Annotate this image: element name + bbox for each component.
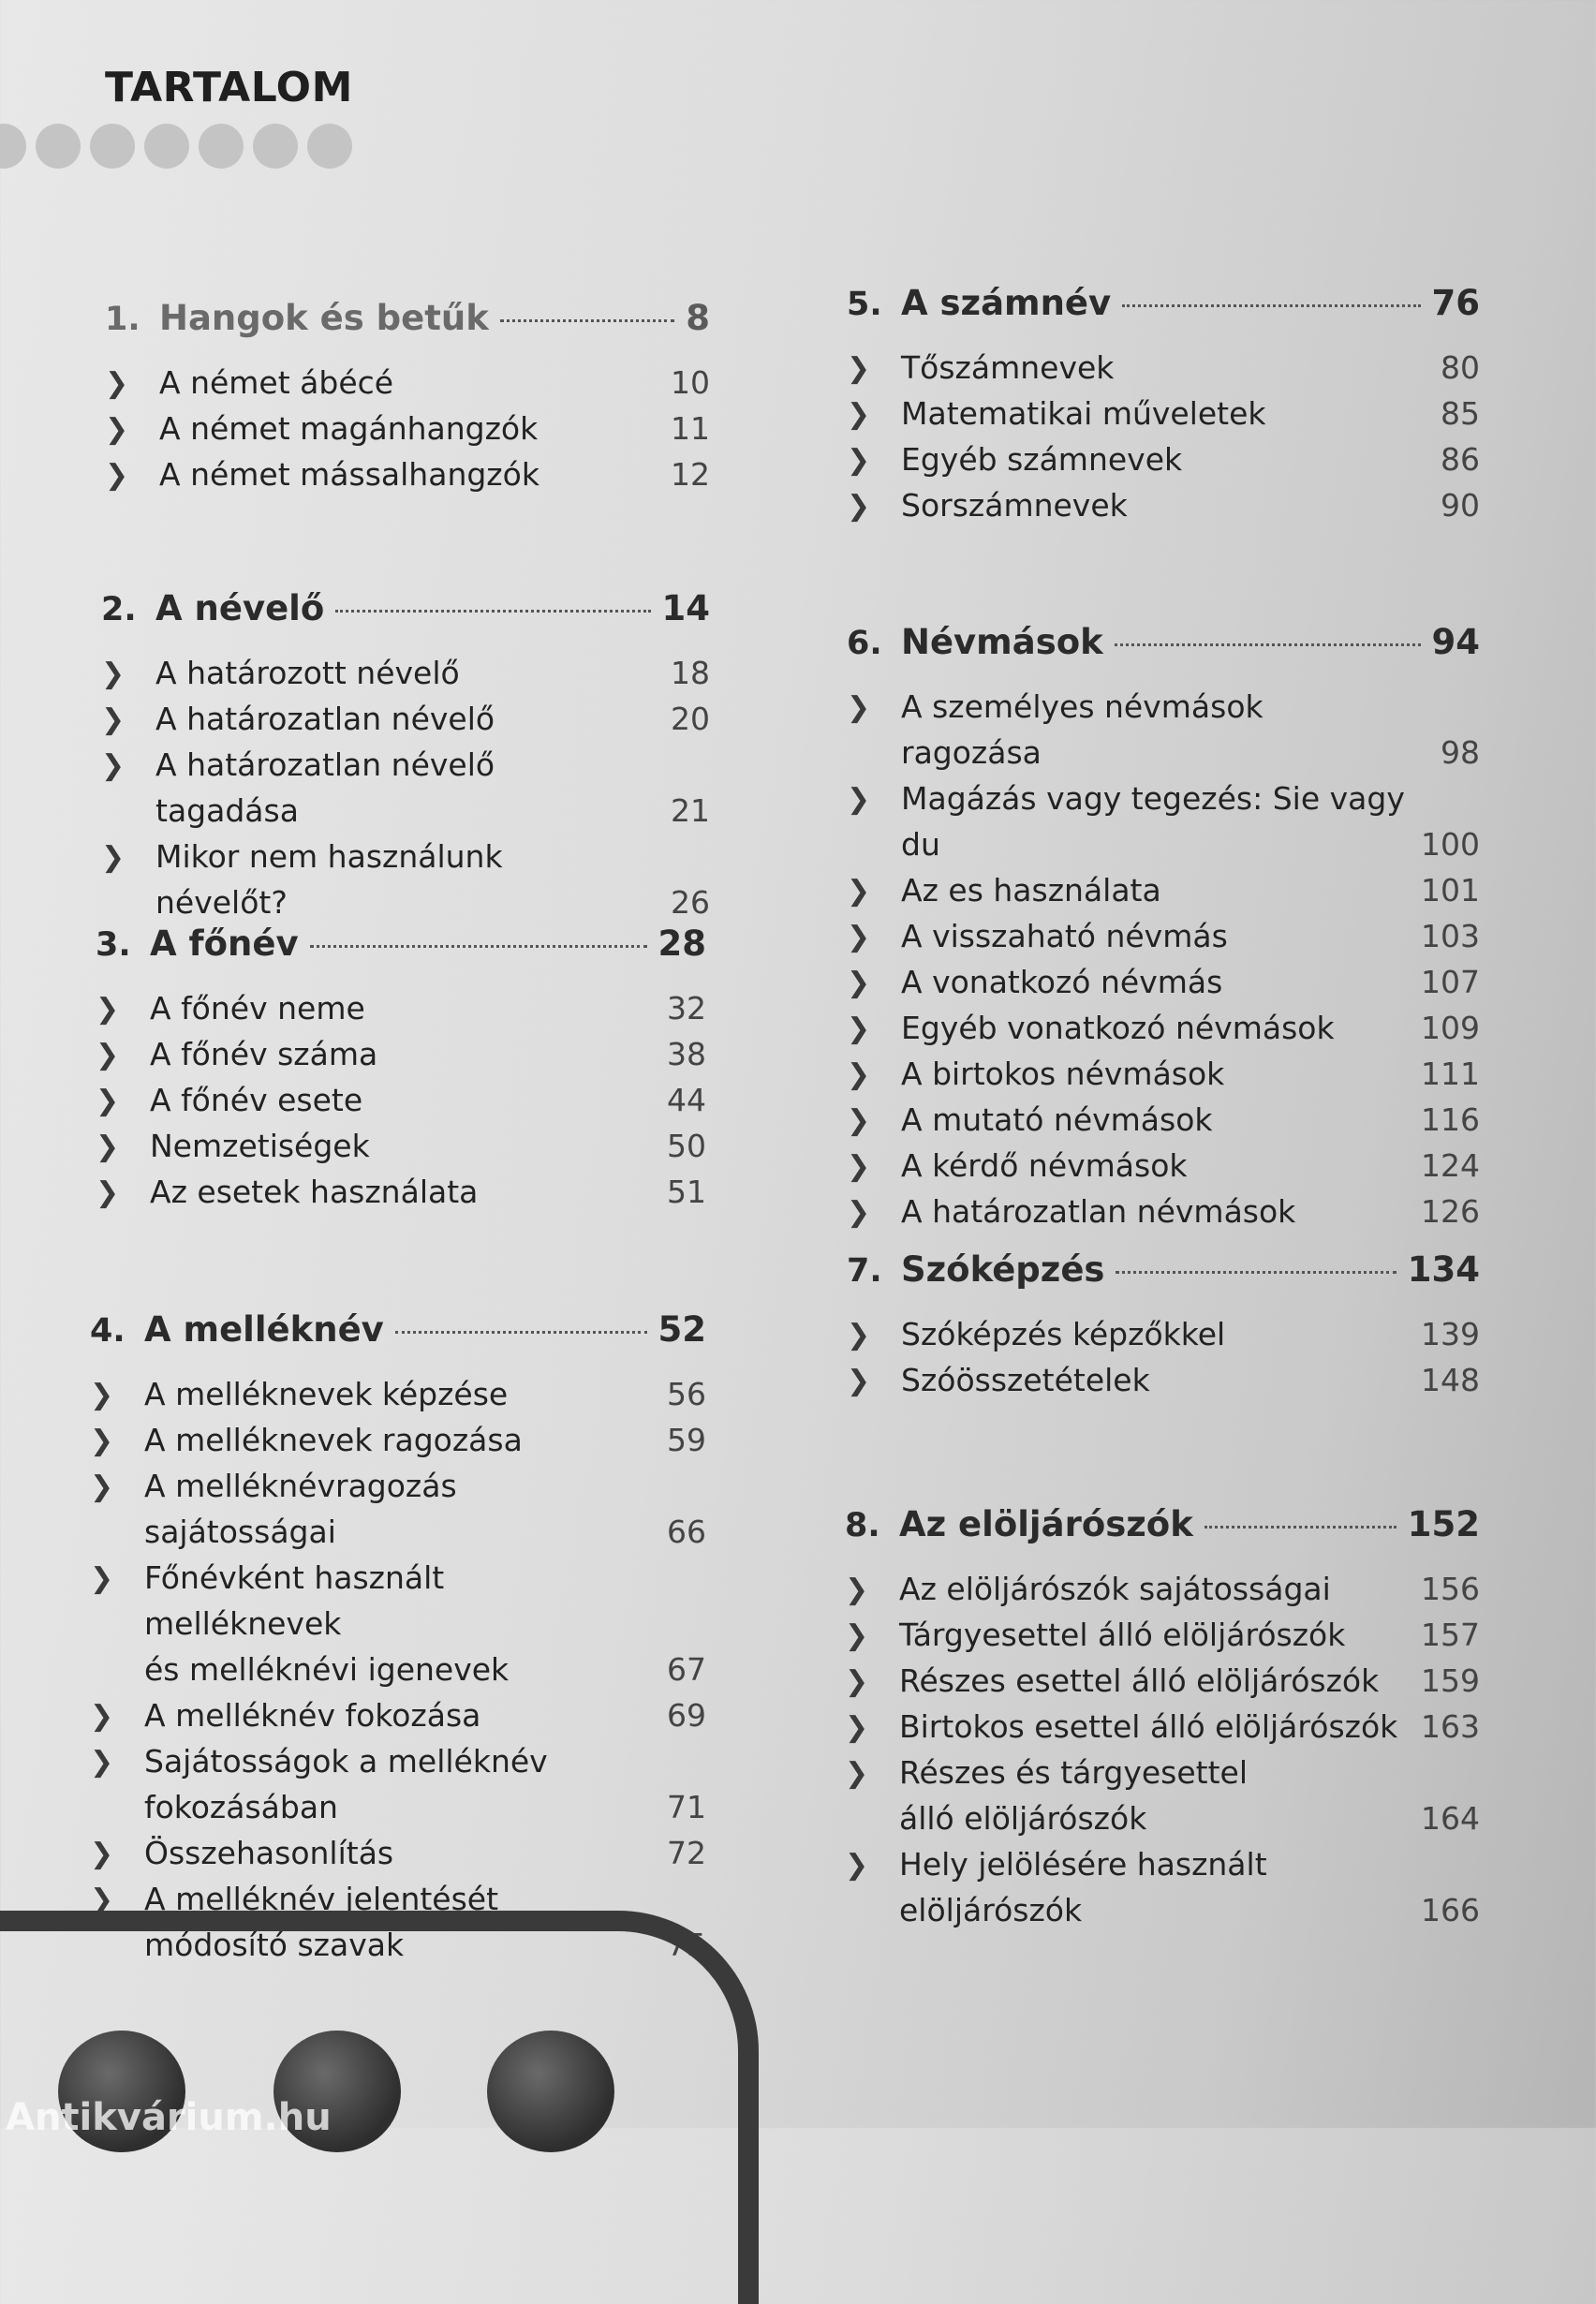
entry-page: 86	[1441, 441, 1480, 478]
toc-entry[interactable]	[845, 1612, 1480, 1658]
entry-label: Tőszámnevek	[901, 349, 1115, 386]
section-number: 3.	[96, 926, 131, 964]
entry-text	[155, 834, 635, 925]
toc-entry[interactable]	[845, 1841, 1480, 1933]
chevron-right-icon: ❯	[847, 1196, 871, 1229]
chevron-right-icon: ❯	[847, 352, 871, 385]
entry-label: Matematikai műveletek	[901, 395, 1266, 432]
entry-page: 166	[1421, 1892, 1480, 1928]
toc-entry[interactable]	[90, 1830, 706, 1876]
chevron-right-icon: ❯	[90, 1700, 114, 1733]
chevron-right-icon: ❯	[845, 1665, 869, 1698]
section-page: 52	[658, 1309, 706, 1350]
dot-leader	[500, 319, 674, 322]
entry-text	[901, 345, 1405, 391]
entry-text	[899, 1658, 1405, 1704]
toc-section	[845, 1504, 1480, 1933]
toc-entry[interactable]	[845, 1566, 1480, 1612]
section-page: 152	[1407, 1504, 1480, 1544]
entry-label: Részes és tárgyesettel	[899, 1754, 1249, 1791]
section-number: 5.	[847, 286, 882, 323]
section-title: Névmások	[901, 622, 1103, 662]
entry-page: 38	[667, 1036, 706, 1072]
entry-label: Az esetek használata	[150, 1174, 479, 1210]
entry-label: A visszaható névmás	[901, 918, 1228, 954]
entry-label: Magázás vagy tegezés: Sie vagy du	[901, 780, 1405, 863]
entry-label: A határozatlan névelő tagadása	[155, 746, 495, 829]
entry-text	[150, 1123, 631, 1169]
entry-page: 21	[671, 792, 710, 829]
entry-text	[159, 451, 635, 497]
entry-page: 157	[1421, 1617, 1480, 1653]
toc-entry[interactable]	[96, 1031, 706, 1077]
dot-decoration	[90, 124, 135, 169]
chevron-right-icon: ❯	[845, 1849, 869, 1882]
entry-page: 164	[1421, 1800, 1480, 1837]
entry-page: 71	[667, 1789, 706, 1825]
entry-page: 67	[667, 1651, 706, 1688]
entry-label: A főnév esete	[150, 1082, 363, 1118]
entry-label: Sorszámnevek	[901, 487, 1128, 524]
toc-entry[interactable]	[90, 1371, 706, 1417]
entry-page: 18	[671, 655, 710, 691]
entry-page: 159	[1421, 1662, 1480, 1699]
entry-label: A főnév neme	[150, 990, 365, 1026]
toc-entry[interactable]	[845, 1704, 1480, 1750]
section-page: 94	[1431, 622, 1480, 662]
section-number: 8.	[845, 1507, 880, 1544]
chevron-right-icon: ❯	[847, 921, 871, 953]
entry-text	[901, 1189, 1405, 1234]
entry-page: 109	[1421, 1010, 1480, 1046]
chevron-right-icon: ❯	[101, 703, 126, 736]
chevron-right-icon: ❯	[101, 657, 126, 690]
entry-text	[901, 1005, 1405, 1051]
section-page: 134	[1407, 1249, 1480, 1290]
entry-text	[901, 867, 1405, 913]
chevron-right-icon: ❯	[847, 1150, 871, 1183]
entry-page: 156	[1421, 1571, 1480, 1607]
section-items	[847, 345, 1480, 528]
entry-text	[901, 1097, 1405, 1143]
toc-entry[interactable]	[847, 867, 1480, 913]
ball-image	[487, 2031, 614, 2152]
dot-decoration	[36, 124, 81, 169]
entry-text	[159, 406, 635, 451]
toc-entry[interactable]	[90, 1555, 706, 1692]
section-page: 8	[686, 298, 710, 338]
chevron-right-icon: ❯	[90, 1379, 114, 1411]
toc-entry[interactable]	[847, 1311, 1480, 1357]
toc-entry[interactable]	[96, 1123, 706, 1169]
section-items	[847, 684, 1480, 1234]
dot-leader	[1204, 1526, 1396, 1529]
entry-text	[144, 1692, 631, 1738]
entry-page: 100	[1421, 826, 1480, 863]
section-title: A melléknév	[144, 1309, 384, 1350]
entry-label: A vonatkozó névmás	[901, 964, 1223, 1000]
entry-label-continued: álló elöljárószók	[899, 1800, 1147, 1837]
chevron-right-icon: ❯	[101, 841, 126, 874]
entry-page: 85	[1441, 395, 1480, 432]
dot-decoration	[199, 124, 244, 169]
dot-leader	[395, 1331, 647, 1334]
section-heading[interactable]	[105, 298, 710, 358]
entry-page: 103	[1421, 918, 1480, 954]
chevron-right-icon: ❯	[847, 783, 871, 816]
chevron-right-icon: ❯	[847, 490, 871, 523]
entry-label: A személyes névmások ragozása	[901, 688, 1264, 771]
chevron-right-icon: ❯	[845, 1573, 869, 1606]
chevron-right-icon: ❯	[847, 967, 871, 999]
entry-label-continued: elöljárószók	[899, 1892, 1083, 1928]
entry-page: 148	[1421, 1362, 1480, 1398]
section-heading[interactable]	[90, 1309, 706, 1369]
chevron-right-icon: ❯	[847, 875, 871, 908]
chevron-right-icon: ❯	[105, 459, 129, 492]
entry-page: 66	[667, 1514, 706, 1550]
entry-text	[899, 1704, 1405, 1750]
toc-entry[interactable]	[105, 406, 710, 451]
toc-entry[interactable]	[101, 650, 710, 696]
section-page: 76	[1431, 283, 1480, 323]
dot-decoration	[253, 124, 298, 169]
toc-entry[interactable]	[847, 1097, 1480, 1143]
toc-section	[847, 1249, 1480, 1403]
entry-label: Szóképzés képzőkkel	[901, 1316, 1226, 1352]
toc-entry[interactable]	[847, 1357, 1480, 1403]
entry-page: 26	[671, 884, 710, 921]
watermark: Antikvárium.hu	[6, 2096, 332, 2139]
entry-text	[144, 1555, 631, 1692]
toc-entry[interactable]	[847, 959, 1480, 1005]
dot-leader	[1116, 1271, 1396, 1274]
section-items	[845, 1566, 1480, 1933]
section-items	[101, 650, 710, 925]
entry-label: A melléknevek képzése	[144, 1376, 509, 1412]
entry-page: 139	[1421, 1316, 1480, 1352]
section-heading[interactable]	[847, 283, 1480, 343]
entry-label: Egyéb számnevek	[901, 441, 1183, 478]
toc-entry[interactable]	[90, 1738, 706, 1830]
entry-text	[901, 684, 1405, 775]
section-page: 28	[658, 923, 706, 964]
toc-entry[interactable]	[96, 1077, 706, 1123]
section-number: 4.	[90, 1312, 126, 1350]
entry-label: A melléknév jelentését	[144, 1881, 499, 1917]
toc-section	[847, 283, 1480, 528]
entry-text	[144, 1417, 631, 1463]
entry-text	[901, 775, 1405, 867]
entry-text	[899, 1612, 1405, 1658]
entry-label: Mikor nem használunk névelőt?	[155, 838, 503, 921]
section-items	[105, 360, 710, 497]
entry-text	[901, 1143, 1405, 1189]
entry-page: 50	[667, 1128, 706, 1164]
entry-label: Részes esettel álló elöljárószók	[899, 1662, 1380, 1699]
entry-label: A melléknév fokozása	[144, 1697, 481, 1734]
entry-text	[901, 482, 1405, 528]
chevron-right-icon: ❯	[845, 1711, 869, 1744]
toc-entry[interactable]	[847, 345, 1480, 391]
entry-label: A kérdő névmások	[901, 1147, 1188, 1184]
toc-entry[interactable]	[847, 1189, 1480, 1234]
entry-page: 12	[671, 456, 710, 493]
section-number: 1.	[105, 301, 140, 338]
section-items	[847, 1311, 1480, 1403]
entry-label: A német mássalhangzók	[159, 456, 539, 493]
entry-page: 101	[1421, 872, 1480, 908]
chevron-right-icon: ❯	[96, 1039, 120, 1071]
chevron-right-icon: ❯	[96, 1085, 120, 1117]
entry-label: Egyéb vonatkozó névmások	[901, 1010, 1335, 1046]
entry-page: 69	[667, 1697, 706, 1734]
chevron-right-icon: ❯	[847, 444, 871, 477]
toc-entry[interactable]	[90, 1463, 706, 1555]
entry-text	[899, 1841, 1405, 1933]
entry-page: 11	[671, 410, 710, 447]
entry-label: Sajátosságok a melléknév	[144, 1743, 548, 1780]
toc-entry[interactable]	[101, 834, 710, 925]
entry-text	[155, 650, 635, 696]
section-heading[interactable]	[101, 588, 710, 648]
entry-label: A birtokos névmások	[901, 1056, 1225, 1092]
toc-entry[interactable]	[90, 1417, 706, 1463]
section-heading[interactable]	[847, 1249, 1480, 1309]
section-title: A névelő	[155, 588, 325, 628]
dot-decoration	[144, 124, 189, 169]
entry-label: Nemzetiségek	[150, 1128, 370, 1164]
entry-text	[901, 1051, 1405, 1097]
chevron-right-icon: ❯	[845, 1757, 869, 1790]
entry-label: A határozatlan névmások	[901, 1193, 1296, 1230]
toc-entry[interactable]	[90, 1692, 706, 1738]
chevron-right-icon: ❯	[90, 1425, 114, 1457]
entry-page: 72	[667, 1835, 706, 1871]
section-title: Az elöljárószók	[899, 1504, 1193, 1544]
toc-entry[interactable]	[847, 684, 1480, 775]
chevron-right-icon: ❯	[847, 398, 871, 431]
entry-label: A határozatlan névelő	[155, 701, 495, 737]
entry-page: 51	[667, 1174, 706, 1210]
toc-entry[interactable]	[845, 1658, 1480, 1704]
toc-entry[interactable]	[847, 1143, 1480, 1189]
entry-text	[155, 742, 635, 834]
toc-section	[105, 298, 710, 497]
entry-page: 75	[667, 1927, 706, 1963]
entry-label: A melléknévragozás sajátosságai	[144, 1468, 457, 1550]
entry-page: 20	[671, 701, 710, 737]
chevron-right-icon: ❯	[105, 413, 129, 446]
entry-label: Az elöljárószók sajátosságai	[899, 1571, 1331, 1607]
chevron-right-icon: ❯	[96, 1130, 120, 1163]
chevron-right-icon: ❯	[90, 1470, 114, 1503]
toc-entry[interactable]	[96, 985, 706, 1031]
entry-label: A mutató névmások	[901, 1101, 1213, 1138]
chevron-right-icon: ❯	[847, 1365, 871, 1397]
chevron-right-icon: ❯	[847, 1104, 871, 1137]
section-items	[90, 1371, 706, 1968]
entry-text	[144, 1830, 631, 1876]
entry-text	[901, 1357, 1405, 1403]
decorative-dots	[0, 124, 352, 169]
entry-label: A melléknevek ragozása	[144, 1422, 523, 1458]
entry-label: A német magánhangzók	[159, 410, 539, 447]
section-title: A főnév	[150, 923, 299, 964]
entry-page: 32	[667, 990, 706, 1026]
toc-entry[interactable]	[101, 696, 710, 742]
entry-page: 116	[1421, 1101, 1480, 1138]
entry-text	[899, 1566, 1405, 1612]
entry-text	[901, 436, 1405, 482]
toc-entry[interactable]	[847, 482, 1480, 528]
toc-entry[interactable]	[847, 775, 1480, 867]
entry-text	[150, 1169, 631, 1215]
entry-label: Összehasonlítás	[144, 1835, 394, 1871]
toc-entry[interactable]	[847, 436, 1480, 482]
toc-section	[847, 622, 1480, 1234]
toc-entry[interactable]	[847, 391, 1480, 436]
section-number: 6.	[847, 625, 882, 662]
entry-text	[901, 959, 1405, 1005]
entry-page: 56	[667, 1376, 706, 1412]
section-title: A számnév	[901, 283, 1112, 323]
chevron-right-icon: ❯	[847, 1012, 871, 1045]
entry-text	[150, 1077, 631, 1123]
toc-entry[interactable]	[847, 913, 1480, 959]
section-items	[96, 985, 706, 1215]
entry-text	[901, 391, 1405, 436]
section-page: 14	[661, 588, 710, 628]
chevron-right-icon: ❯	[90, 1562, 114, 1595]
toc-entry[interactable]	[105, 360, 710, 406]
section-number: 2.	[101, 591, 137, 628]
section-title: Szóképzés	[901, 1249, 1105, 1290]
entry-page: 107	[1421, 964, 1480, 1000]
entry-text	[150, 985, 631, 1031]
entry-text	[901, 1311, 1405, 1357]
chevron-right-icon: ❯	[90, 1838, 114, 1870]
chevron-right-icon: ❯	[847, 1319, 871, 1351]
toc-entry[interactable]	[847, 1005, 1480, 1051]
entry-text	[144, 1738, 631, 1830]
dot-decoration	[0, 124, 26, 169]
dot-decoration	[307, 124, 352, 169]
toc-entry[interactable]	[845, 1750, 1480, 1841]
entry-page: 80	[1441, 349, 1480, 386]
entry-page: 111	[1421, 1056, 1480, 1092]
chevron-right-icon: ❯	[845, 1619, 869, 1652]
entry-text	[899, 1750, 1405, 1841]
dot-leader	[1122, 304, 1420, 307]
entry-label-continued: fokozásában	[144, 1789, 338, 1825]
entry-text	[150, 1031, 631, 1077]
chevron-right-icon: ❯	[847, 1058, 871, 1091]
dot-leader	[1115, 643, 1421, 646]
entry-page: 98	[1441, 734, 1480, 771]
entry-label: Szóösszetételek	[901, 1362, 1150, 1398]
entry-label: A főnév száma	[150, 1036, 378, 1072]
entry-label: A határozott névelő	[155, 655, 460, 691]
chevron-right-icon: ❯	[96, 1176, 120, 1209]
page-title: TARTALOM	[105, 64, 353, 111]
dot-leader	[335, 610, 650, 613]
entry-page: 126	[1421, 1193, 1480, 1230]
chevron-right-icon: ❯	[90, 1746, 114, 1779]
entry-text	[159, 360, 635, 406]
toc-entry[interactable]	[96, 1169, 706, 1215]
chevron-right-icon: ❯	[847, 691, 871, 724]
entry-label: Főnévként használt melléknevek	[144, 1559, 445, 1642]
chevron-right-icon: ❯	[105, 367, 129, 400]
toc-section	[96, 923, 706, 1215]
toc-entry[interactable]	[105, 451, 710, 497]
entry-label: A német ábécé	[159, 364, 394, 401]
entry-label: Hely jelölésére használt	[899, 1846, 1267, 1883]
entry-page: 44	[667, 1082, 706, 1118]
section-heading[interactable]	[845, 1504, 1480, 1564]
entry-page: 163	[1421, 1708, 1480, 1745]
entry-label: Birtokos esettel álló elöljárószók	[899, 1708, 1398, 1745]
toc-entry[interactable]	[847, 1051, 1480, 1097]
entry-page: 90	[1441, 487, 1480, 524]
entry-label-continued: módosító szavak	[144, 1927, 405, 1963]
toc-entry[interactable]	[101, 742, 710, 834]
section-heading[interactable]	[96, 923, 706, 983]
entry-page: 124	[1421, 1147, 1480, 1184]
entry-label-continued: és melléknévi igenevek	[144, 1651, 510, 1688]
chevron-right-icon: ❯	[90, 1883, 114, 1916]
toc-section	[90, 1309, 706, 1968]
section-number: 7.	[847, 1252, 882, 1290]
entry-page: 10	[671, 364, 710, 401]
section-title: Hangok és betűk	[159, 298, 489, 338]
entry-text	[144, 1463, 631, 1555]
chevron-right-icon: ❯	[101, 749, 126, 782]
chevron-right-icon: ❯	[96, 993, 120, 1026]
entry-label: Tárgyesettel álló elöljárószók	[899, 1617, 1346, 1653]
toc-section	[101, 588, 710, 925]
entry-text	[901, 913, 1405, 959]
section-heading[interactable]	[847, 622, 1480, 682]
entry-label: Az es használata	[901, 872, 1161, 908]
entry-page: 59	[667, 1422, 706, 1458]
entry-text	[155, 696, 635, 742]
dot-leader	[310, 945, 647, 948]
entry-text	[144, 1371, 631, 1417]
